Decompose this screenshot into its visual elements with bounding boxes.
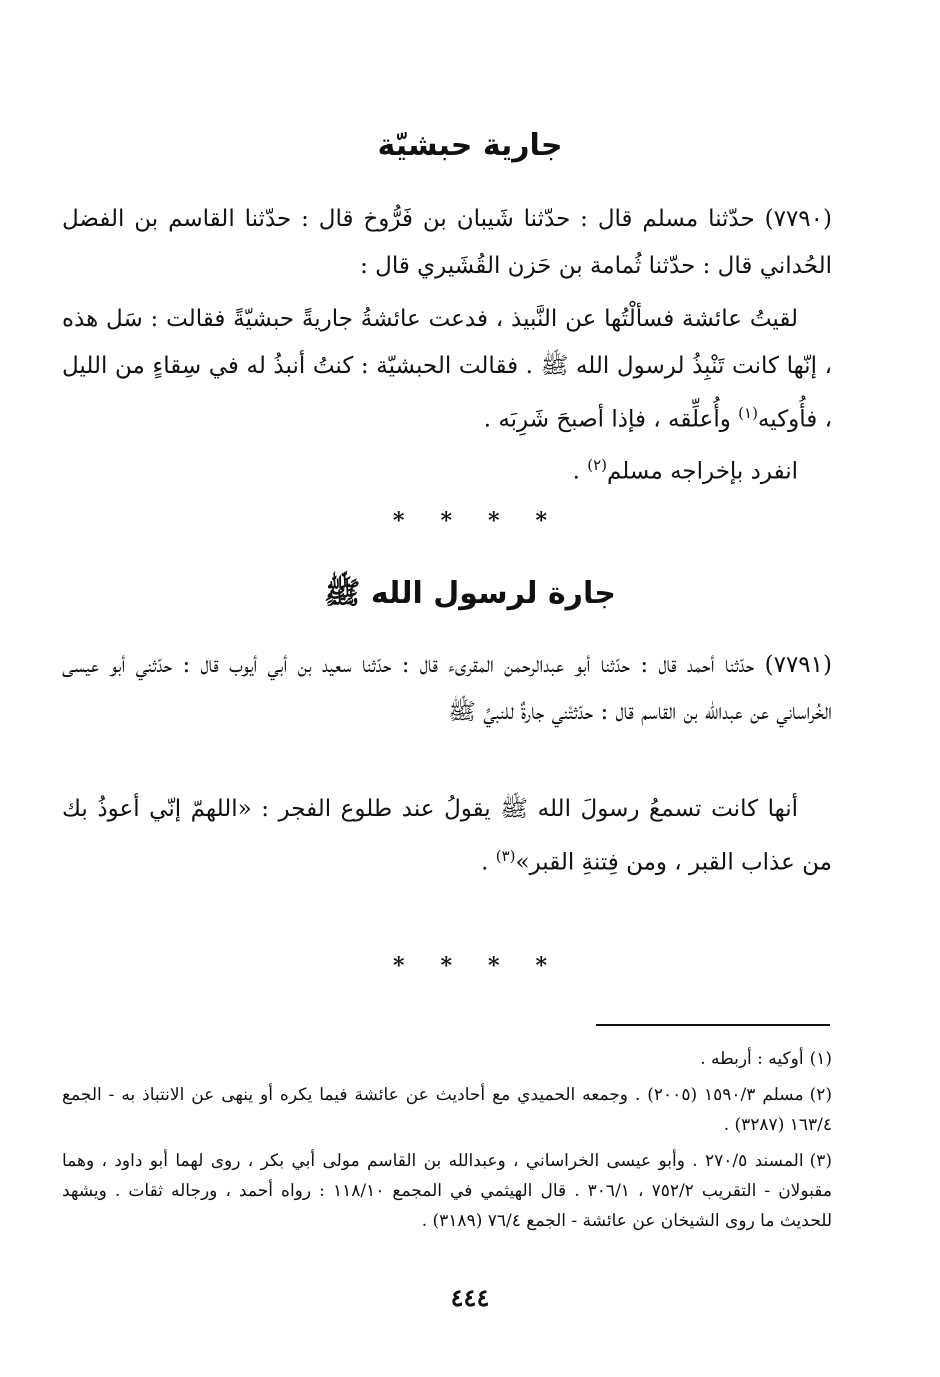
footnotes	[62, 1040, 832, 1242]
matn-text-1b: وأُعلِّقه ، فإذا أصبحَ شَرِبَه .	[483, 406, 739, 433]
star-glyph: *	[535, 953, 548, 979]
footnote-ref-2: (٢)	[587, 456, 607, 474]
star-glyph: *	[440, 953, 452, 979]
footnote-label: (١)	[809, 1049, 832, 1069]
star-glyph: *	[440, 508, 452, 534]
takhrij-text-b: .	[572, 458, 588, 485]
star-glyph: *	[488, 508, 500, 534]
footnote-item	[62, 1146, 832, 1236]
footnote-text: مسلم ١٥٩٠/٣ (٢٠٠٥) . وجمعه الحميدي مع أحاديث عن عائشة فيما يكره أو ينهى عن الانتباذ به - الجمع ١٦٣/٤ (٣٢٨٧) .	[62, 1085, 832, 1135]
isnad-paragraph-1	[62, 196, 832, 290]
separator-stars-2	[0, 953, 940, 979]
section-title-1: جارية حبشيّة	[377, 128, 563, 163]
footnote-text: المسند ٢٧٠/٥ . وأبو عيسى الخراساني ، وعبدالله بن القاسم مولى أبي بكر ، روى لهما أبو داود ، وهما مقبولان - التقريب ٧٥٢/٢ ، ٣٠٦/١ . قال الهيثمي في المجمع ١١٨/١٠ : رواه أحمد ، ورجاله ثقات . ويشهد للحديث ما روى الشيخان عن عائشة - الجمع ٧٦/٤ (٣١٨٩) .	[62, 1151, 832, 1231]
footnote-item	[62, 1080, 832, 1140]
separator-stars-1	[0, 508, 940, 534]
isnad-line-1: (٧٧٩٠) حدّثنا مسلم قال : حدّثنا شَيبان بن فَرُّوخ قال : حدّثنا القاسم بن الفضل	[62, 206, 832, 232]
matn-paragraph-1	[62, 296, 832, 444]
takhrij-note-1	[62, 442, 832, 496]
star-glyph: *	[392, 508, 405, 534]
matn-text-2a: أنها كانت تسمعُ رسولَ الله ﷺ يقولُ عند طلوع الفجر : «اللهمّ إنّي أعوذُ بك من عذاب القبر ، ومن فِتنةِ القبر»	[62, 796, 832, 876]
takhrij-text-a: انفرد بإخراجه مسلم	[607, 458, 798, 485]
footnote-text: أوكيه : أربطه .	[700, 1049, 804, 1069]
footnote-ref-3: (٣)	[495, 847, 516, 865]
matn-text-1a: لقيتُ عائشة فسألْتُها عن النَّبيذ ، فدعت عائشةُ جاريةً حبشيّةً فقالت : سَل هذه ، إنّها كانت تَنْبِذُ لرسول الله ﷺ . فقالت الحبشيّة : كنتُ أنبذُ له في سِقاءٍ من الليل ، فأُوكيه	[62, 306, 832, 433]
footnote-ref-1: (١)	[738, 404, 758, 422]
matn-text-2b: .	[481, 849, 496, 876]
star-glyph: *	[488, 953, 500, 979]
page-number: ٤٤٤	[450, 1283, 490, 1312]
isnad-line-2: الحُداني قال : حدّثنا ثُمامة بن حَزن القُشَيري قال :	[360, 253, 832, 279]
footnote-label: (٢)	[809, 1085, 832, 1105]
footnote-item	[62, 1044, 832, 1074]
section-title-2: جارة لرسول الله ﷺ	[324, 576, 616, 611]
star-glyph: *	[535, 508, 548, 534]
footnote-separator-line	[596, 1024, 830, 1026]
isnad-paragraph-2: (٧٧٩١) حدّثنا أحمد قال : حدّثنا أبو عبدالرحمن المقرىء قال : حدّثنا سعيد بن أبي أيوب قال : حدّثني أبو عيسى الخُراساني عن عبدالله بن القاسم قال : حدّثتْني جارةٌ للنبيِّ ﷺ	[62, 652, 832, 725]
star-glyph: *	[392, 953, 405, 979]
footnote-label: (٣)	[809, 1151, 832, 1171]
matn-paragraph-2	[62, 786, 832, 887]
